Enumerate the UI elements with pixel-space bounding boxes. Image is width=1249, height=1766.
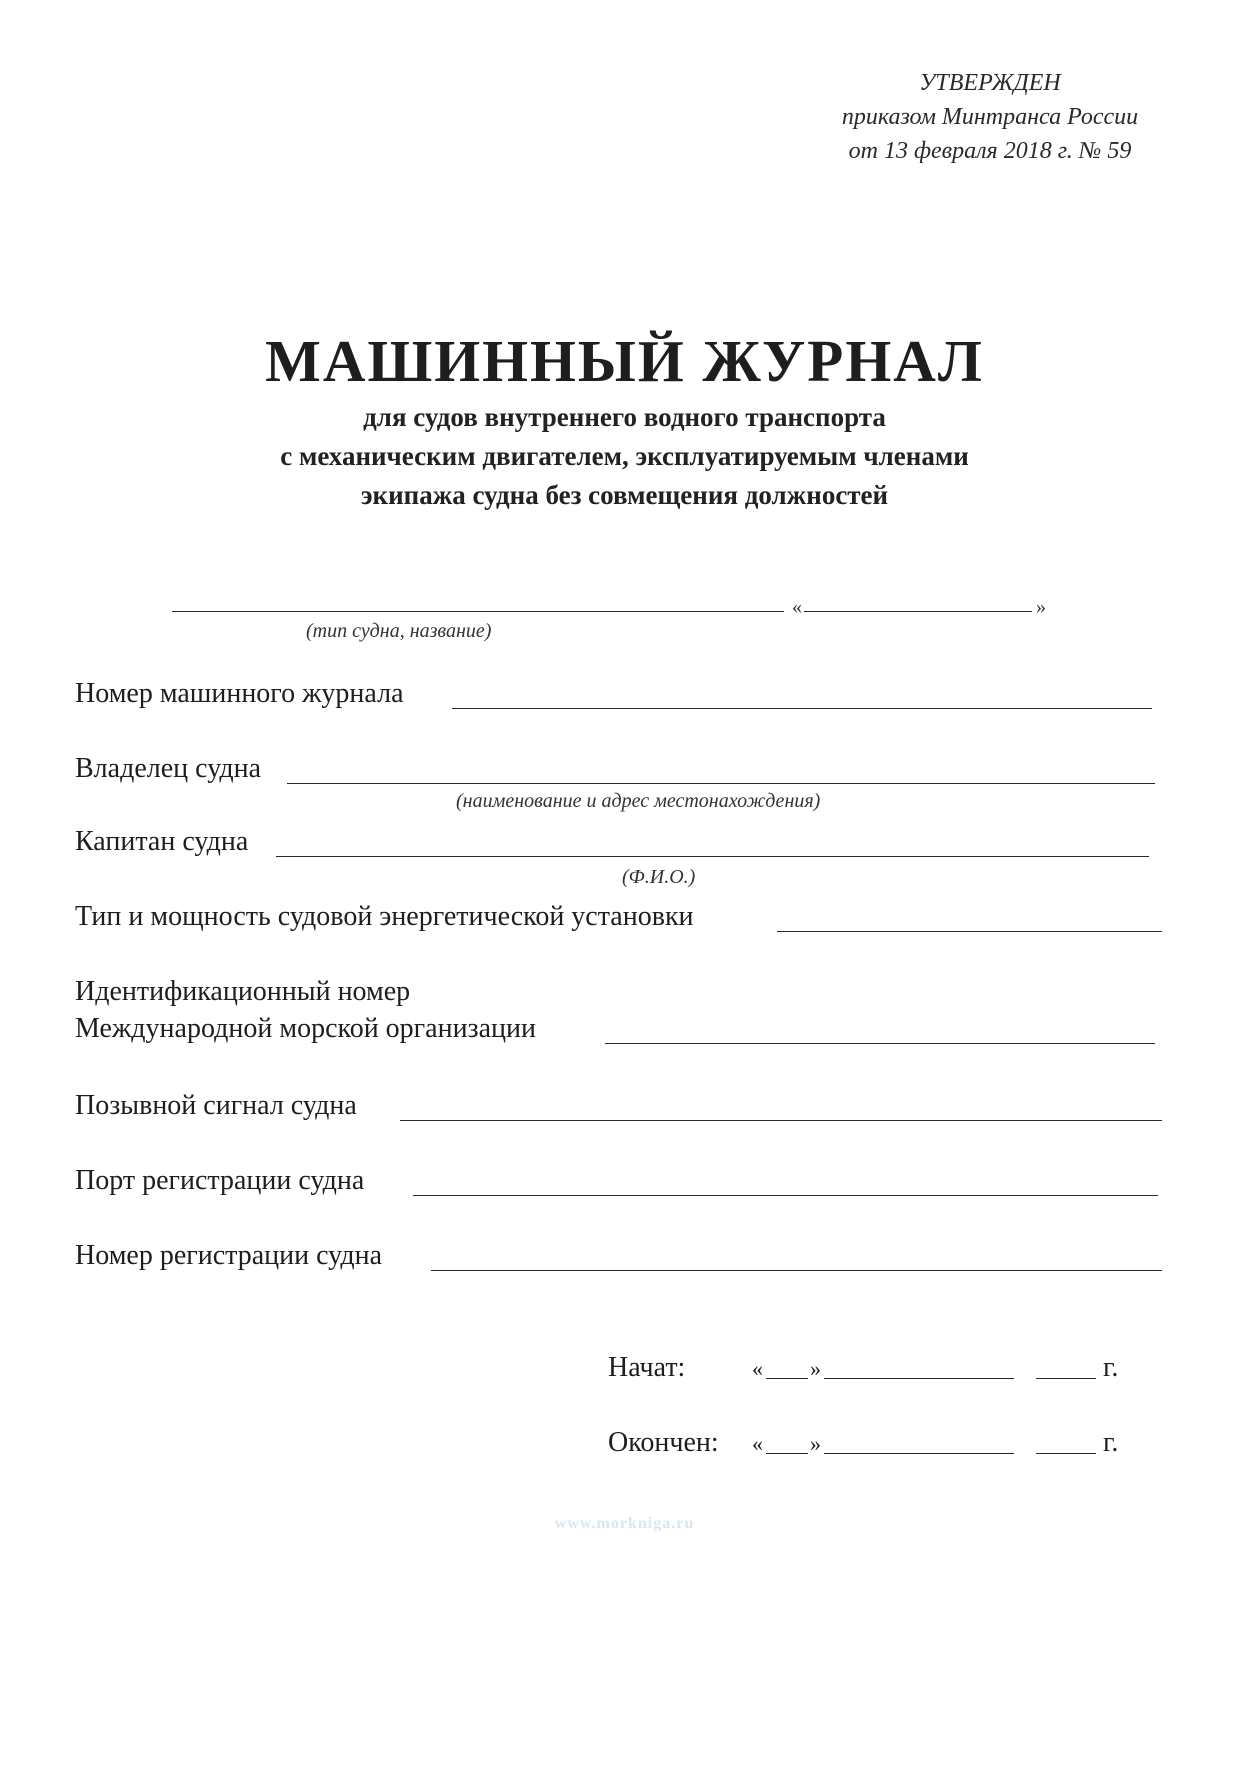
call-sign-line[interactable] — [400, 1120, 1162, 1121]
imo-number-line[interactable] — [605, 1043, 1155, 1044]
started-month-line[interactable] — [824, 1378, 1014, 1379]
captain-line[interactable] — [276, 856, 1149, 857]
registry-port-line[interactable] — [413, 1195, 1158, 1196]
power-plant-line[interactable] — [777, 931, 1162, 932]
approval-line-1: УТВЕРЖДЕН — [919, 70, 1061, 96]
vessel-quote-close: » — [1036, 596, 1046, 618]
captain-label: Капитан судна — [75, 826, 249, 857]
log-number-label: Номер машинного журнала — [75, 678, 404, 709]
finished-year-line[interactable] — [1036, 1453, 1096, 1454]
finished-month-line[interactable] — [824, 1453, 1014, 1454]
finished-label: Окончен: — [608, 1427, 719, 1458]
log-number-line[interactable] — [452, 708, 1152, 709]
power-plant-label: Тип и мощность судовой энергетической установки — [75, 901, 694, 932]
started-day-line[interactable] — [766, 1378, 808, 1379]
finished-day-line[interactable] — [766, 1453, 808, 1454]
registry-number-line[interactable] — [431, 1270, 1162, 1271]
finished-day-open: « — [752, 1431, 763, 1456]
owner-caption: (наименование и адрес местонахождения) — [456, 790, 821, 812]
started-label: Начат: — [608, 1352, 686, 1383]
subtitle-line-1: для судов внутреннего водного транспорта — [363, 402, 886, 432]
finished-year-suffix: г. — [1103, 1427, 1119, 1458]
captain-caption: (Ф.И.О.) — [622, 866, 696, 888]
approval-line-3: от 13 февраля 2018 г. № 59 — [848, 138, 1132, 164]
owner-label: Владелец судна — [75, 753, 262, 784]
started-year-suffix: г. — [1103, 1352, 1119, 1383]
document-title: МАШИННЫЙ ЖУРНАЛ — [265, 328, 984, 394]
registry-port-label: Порт регистрации судна — [75, 1165, 365, 1196]
owner-line[interactable] — [287, 783, 1155, 784]
approval-line-2: приказом Минтранса России — [841, 104, 1139, 130]
finished-day-close: » — [810, 1431, 821, 1456]
document-subtitle — [0, 398, 1249, 515]
imo-label-line-1: Идентификационный номер — [75, 976, 411, 1007]
started-day-close: » — [810, 1356, 821, 1381]
vessel-type-name-line[interactable] — [172, 611, 784, 612]
vessel-name-line[interactable] — [804, 611, 1032, 612]
registry-number-label: Номер регистрации судна — [75, 1240, 383, 1271]
vessel-quote-open: « — [792, 596, 802, 618]
imo-label-line-2: Международной морской организации — [75, 1013, 537, 1044]
watermark: www.morkniga.ru — [554, 1515, 695, 1532]
call-sign-label: Позывной сигнал судна — [75, 1090, 357, 1121]
approval-block — [790, 66, 1190, 168]
started-year-line[interactable] — [1036, 1378, 1096, 1379]
subtitle-line-2: с механическим двигателем, эксплуатируемым членами — [280, 441, 969, 471]
started-day-open: « — [752, 1356, 763, 1381]
subtitle-line-3: экипажа судна без совмещения должностей — [360, 480, 889, 510]
vessel-caption: (тип судна, название) — [306, 620, 492, 642]
